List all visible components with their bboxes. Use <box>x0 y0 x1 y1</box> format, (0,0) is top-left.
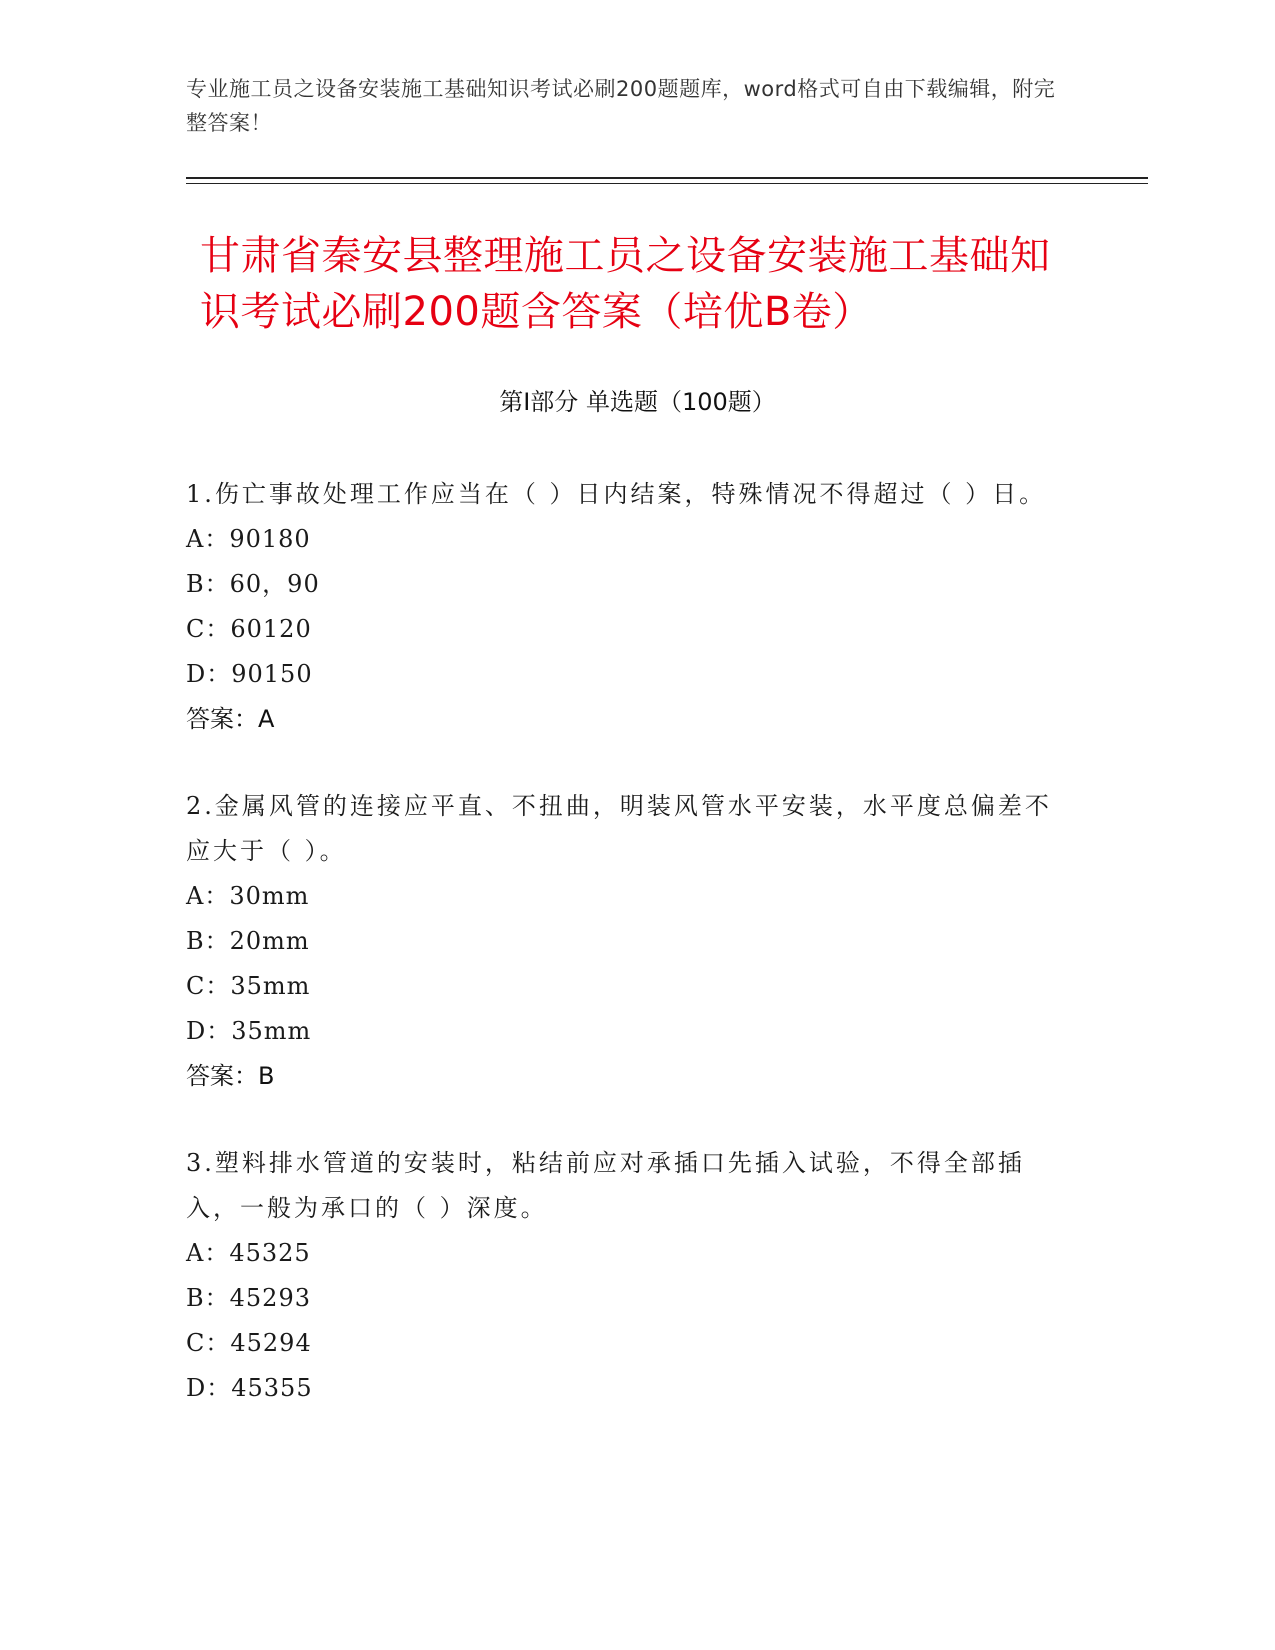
question-item <box>186 1141 1066 1411</box>
option-b: B：45293 <box>186 1284 311 1312</box>
question-item <box>186 472 1066 742</box>
option-a: A：90180 <box>186 525 311 553</box>
option-b: B：60，90 <box>186 570 320 598</box>
header-note: 专业施工员之设备安装施工基础知识考试必刷200题题库，word格式可自由下载编辑，附完整答案！ <box>186 77 1056 135</box>
question-stem: 2.金属风管的连接应平直、不扭曲，明装风管水平安装，水平度总偏差不应大于（ ）。 <box>186 792 1052 865</box>
option-d: D：90150 <box>186 660 313 688</box>
question-list <box>186 472 1066 1453</box>
option-c: C：45294 <box>186 1329 312 1357</box>
document-title: 甘肃省秦安县整理施工员之设备安装施工基础知识考试必刷200题含答案（培优B卷） <box>200 233 1051 335</box>
option-b: B：20mm <box>186 927 310 955</box>
option-c: C：35mm <box>186 972 311 1000</box>
question-item <box>186 784 1066 1099</box>
section-title: 第I部分 单选题（100题） <box>499 388 776 416</box>
header-rule-thin <box>186 183 1148 184</box>
option-d: D：35mm <box>186 1017 312 1045</box>
option-d: D：45355 <box>186 1374 313 1402</box>
question-stem: 3.塑料排水管道的安装时，粘结前应对承插口先插入试验，不得全部插入，一般为承口的（ ）深度。 <box>186 1149 1025 1222</box>
option-c: C：60120 <box>186 615 312 643</box>
question-stem: 1.伤亡事故处理工作应当在（ ）日内结案，特殊情况不得超过（ ）日。 <box>186 480 1047 508</box>
option-a: A：45325 <box>186 1239 311 1267</box>
answer-line: 答案：A <box>186 705 275 733</box>
answer-line: 答案：B <box>186 1062 275 1090</box>
header-rule-thick <box>186 177 1148 179</box>
option-a: A：30mm <box>186 882 310 910</box>
